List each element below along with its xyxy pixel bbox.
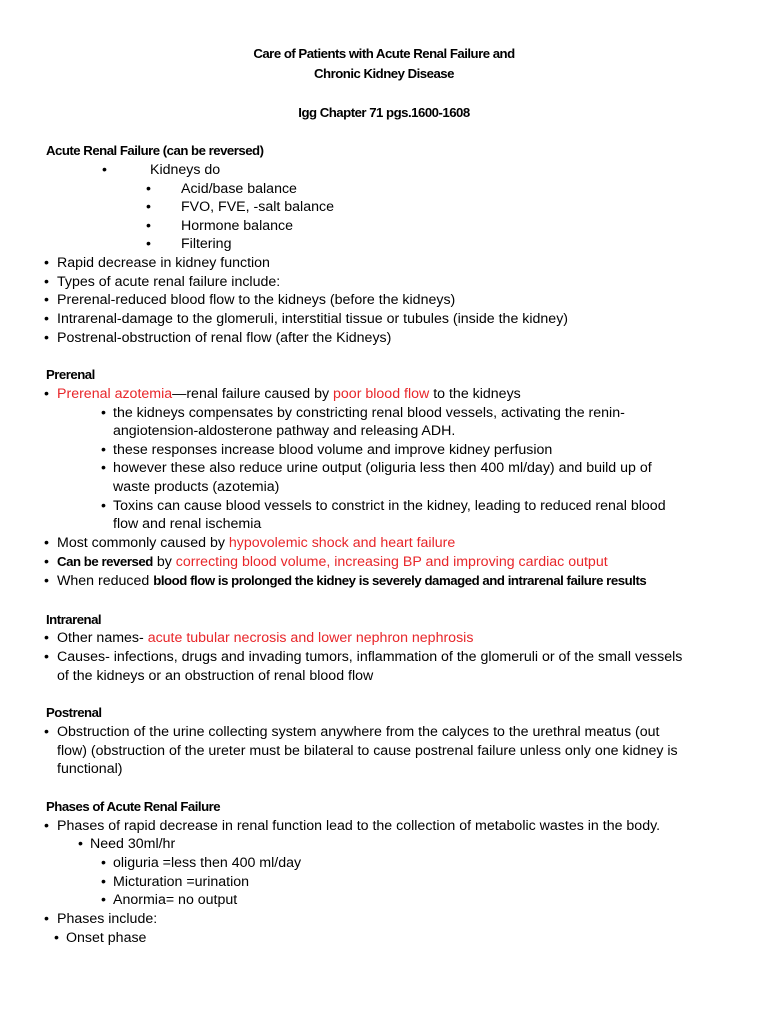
postrenal-description: Obstruction of the urine collecting system anywhere from the calyces to the urethral meatus (out: [57, 724, 660, 740]
bullet: •: [102, 162, 107, 178]
highlighted-term: acute tubular necrosis and lower nephron nephrosis: [147, 630, 474, 646]
prerenal-reversal: [57, 553, 608, 572]
bullet: •: [44, 554, 49, 570]
kidneys-do-item: Kidneys do: [150, 162, 221, 178]
kidney-function-item: Acid/base balance: [181, 181, 297, 197]
names-prefix: Other names-: [57, 630, 148, 646]
title-line-1: Care of Patients with Acute Renal Failure and: [253, 46, 515, 61]
phases-need-sub: oliguria =less then 400 ml/day: [113, 855, 302, 871]
section-heading-acute: Acute Renal Failure (can be reversed): [46, 143, 264, 158]
intrarenal-other-names: [57, 629, 473, 648]
bold-term: blood flow is prolonged the kidney is severely damaged and intrarenal failure results: [153, 573, 647, 588]
phase-item: Onset phase: [66, 930, 147, 946]
acute-point: Prerenal-reduced blood flow to the kidneys (before the kidneys): [57, 292, 456, 308]
acute-point: Rapid decrease in kidney function: [57, 255, 270, 271]
section-heading-intrarenal: Intrarenal: [46, 612, 102, 627]
chapter-reference: Igg Chapter 71 pgs.1600-1608: [298, 105, 470, 120]
phases-include: Phases include:: [57, 911, 158, 927]
prolonged-prefix: When reduced: [57, 573, 154, 589]
reversal-connector: by: [152, 554, 176, 570]
title-line-2: Chronic Kidney Disease: [314, 66, 454, 81]
prerenal-prolonged: [57, 572, 646, 591]
intrarenal-causes-continued: of the kidneys or an obstruction of renal blood flow: [57, 668, 374, 684]
bullet: •: [54, 930, 59, 946]
bullet: •: [101, 460, 106, 476]
bullet: •: [44, 330, 49, 346]
phases-intro: Phases of rapid decrease in renal function lead to the collection of metabolic wastes in the body.: [57, 818, 661, 834]
prerenal-sub-point-continued: angiotension-aldosterone pathway and releasing ADH.: [113, 423, 456, 439]
definition-text: —renal failure caused by: [172, 386, 334, 402]
acute-point: Types of acute renal failure include:: [57, 274, 281, 290]
kidney-function-item: Filtering: [181, 236, 232, 252]
bullet: •: [44, 535, 49, 551]
bullet: •: [146, 236, 151, 252]
bullet: •: [101, 498, 106, 514]
prerenal-sub-point: however these also reduce urine output (oliguria less then 400 ml/day) and build up of: [113, 460, 652, 476]
prerenal-sub-point-continued: waste products (azotemia): [113, 479, 280, 495]
postrenal-description-continued: flow) (obstruction of the ureter must be bilateral to cause postrenal failure unless only one kidney is: [57, 743, 678, 759]
bullet: •: [101, 442, 106, 458]
prerenal-sub-point-continued: flow and renal ischemia: [113, 516, 262, 532]
phases-need-sub: Anormia= no output: [113, 892, 238, 908]
prerenal-sub-point: Toxins can cause blood vessels to constrict in the kidney, leading to reduced renal blood: [113, 498, 666, 514]
document-title: [0, 44, 768, 84]
bullet: •: [146, 199, 151, 215]
bullet: •: [44, 311, 49, 327]
bullet: •: [101, 892, 106, 908]
postrenal-description-continued: functional): [57, 761, 123, 777]
bullet: •: [44, 818, 49, 834]
highlighted-term: hypovolemic shock and heart failure: [228, 535, 456, 551]
prerenal-sub-point: these responses increase blood volume and improve kidney perfusion: [113, 442, 553, 458]
bullet: •: [44, 630, 49, 646]
bullet: •: [101, 874, 106, 890]
bullet: •: [101, 405, 106, 421]
bullet: •: [44, 255, 49, 271]
phases-need: Need 30ml/hr: [90, 836, 176, 852]
bold-term: Can be reversed: [57, 554, 153, 569]
highlighted-term: Prerenal azotemia: [57, 386, 173, 402]
phases-need-sub: Micturation =urination: [113, 874, 250, 890]
acute-point: Postrenal-obstruction of renal flow (after the Kidneys): [57, 330, 392, 346]
bullet: •: [44, 573, 49, 589]
kidney-function-item: Hormone balance: [181, 218, 293, 234]
highlighted-term: poor blood flow: [333, 386, 430, 402]
bullet: •: [44, 274, 49, 290]
cause-prefix: Most commonly caused by: [57, 535, 229, 551]
definition-text: to the kidneys: [429, 386, 521, 402]
bullet: •: [44, 292, 49, 308]
kidney-function-item: FVO, FVE, -salt balance: [181, 199, 334, 215]
prerenal-common-cause: [57, 534, 455, 553]
bullet: •: [78, 836, 83, 852]
section-heading-postrenal: Postrenal: [46, 705, 102, 720]
bullet: •: [44, 386, 49, 402]
highlighted-term: correcting blood volume, increasing BP and improving cardiac output: [175, 554, 608, 570]
bullet: •: [44, 911, 49, 927]
prerenal-azotemia-definition: [57, 385, 521, 404]
bullet: •: [146, 181, 151, 197]
bullet: •: [101, 855, 106, 871]
prerenal-sub-point: the kidneys compensates by constricting renal blood vessels, activating the renin-: [113, 405, 625, 421]
section-heading-prerenal: Prerenal: [46, 367, 95, 382]
intrarenal-causes: Causes- infections, drugs and invading tumors, inflammation of the glomeruli or of the small vessels: [57, 649, 683, 665]
bullet: •: [44, 649, 49, 665]
bullet: •: [44, 724, 49, 740]
bullet: •: [146, 218, 151, 234]
section-heading-phases: Phases of Acute Renal Failure: [46, 799, 221, 814]
acute-point: Intrarenal-damage to the glomeruli, interstitial tissue or tubules (inside the kidney): [57, 311, 569, 327]
